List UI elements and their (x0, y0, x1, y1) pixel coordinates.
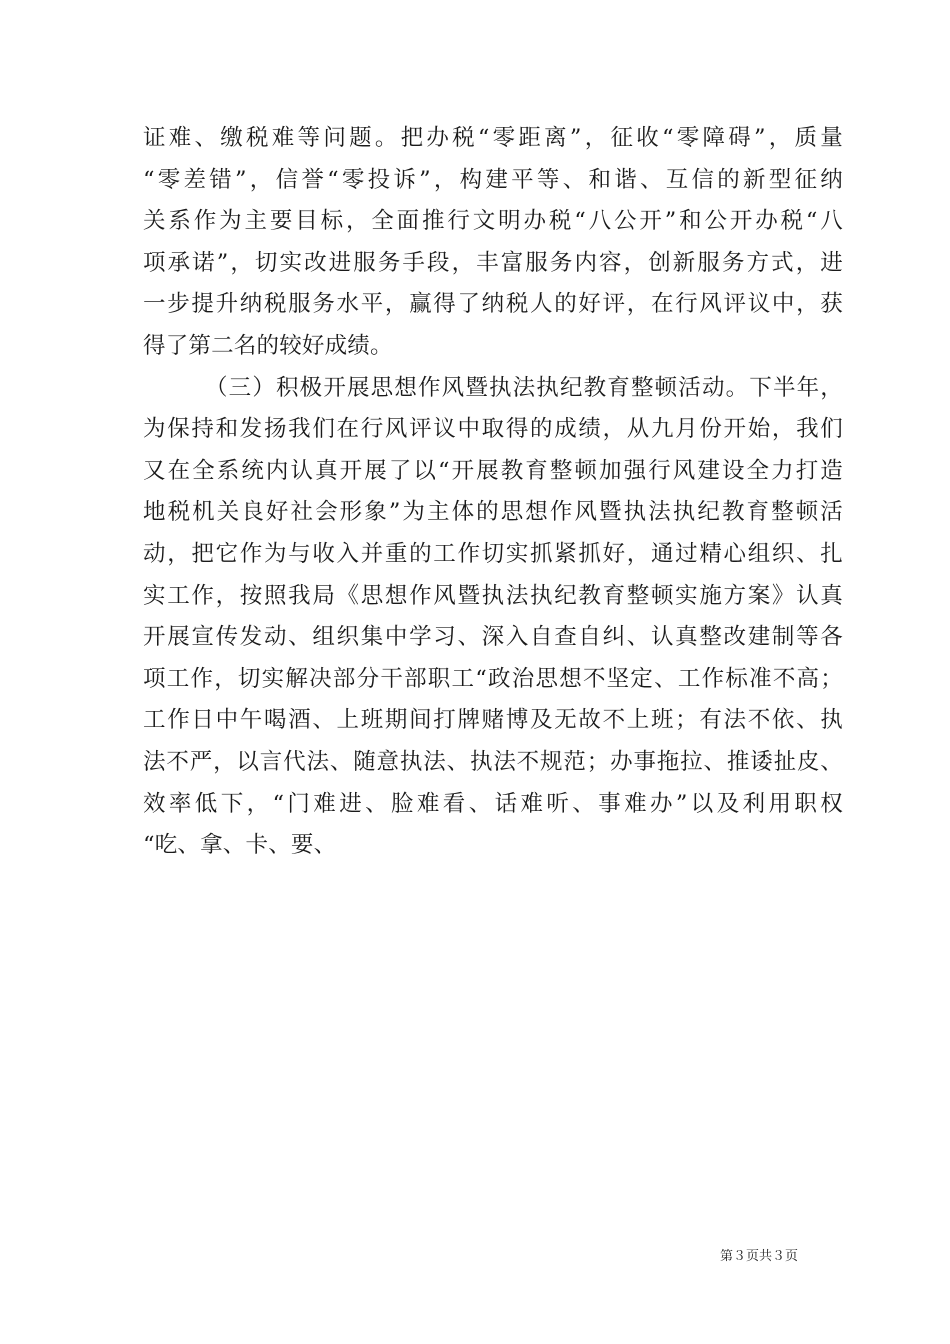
text-line: 为保持和发扬我们在行风评议中取得的成绩，从九月份开始，我们 (143, 416, 843, 443)
text-line: 关系作为主要目标，全面推行文明办税“八公开”和公开办税“八 (143, 208, 843, 235)
text-line: 地税机关良好社会形象”为主体的思想作风暨执法执纪教育整顿活 (143, 499, 843, 526)
text-line: 开展宣传发动、组织集中学习、深入自查自纠、认真整改建制等各 (143, 624, 843, 651)
text-line: “吃、拿、卡、要、 (143, 832, 337, 859)
text-line: 项工作，切实解决部分干部职工“政治思想不坚定、工作标准不高； (143, 665, 843, 692)
page-number: 第３页共３页 (720, 1249, 799, 1264)
section-heading-line: （三）积极开展思想作风暨执法执纪教育整顿活动。下半年， (205, 374, 843, 401)
text-line: 项承诺”，切实改进服务手段，丰富服务内容，创新服务方式，进 (143, 249, 843, 276)
text-line: 法不严，以言代法、随意执法、执法不规范；办事拖拉、推诿扯皮、 (143, 748, 843, 775)
text-line: 得了第二名的较好成绩。 (143, 332, 393, 359)
text-line: 又在全系统内认真开展了以“开展教育整顿加强行风建设全力打造 (143, 457, 843, 484)
text-line: 工作日中午喝酒、上班期间打牌赌博及无故不上班；有法不依、执 (143, 707, 843, 734)
text-line: “零差错”，信誉“零投诉”，构建平等、和谐、互信的新型征纳 (143, 166, 843, 193)
text-line: 一步提升纳税服务水平，赢得了纳税人的好评，在行风评议中，获 (143, 291, 843, 318)
body-text (143, 118, 843, 867)
text-line: 实工作，按照我局《思想作风暨执法执纪教育整顿实施方案》认真 (143, 582, 843, 609)
text-line: 动，把它作为与收入并重的工作切实抓紧抓好，通过精心组织、扎 (143, 540, 843, 567)
text-line: 证难、缴税难等问题。把办税“零距离”，征收“零障碍”，质量 (143, 125, 843, 151)
text-line: 效率低下，“门难进、脸难看、话难听、事难办”以及利用职权 (143, 790, 843, 817)
